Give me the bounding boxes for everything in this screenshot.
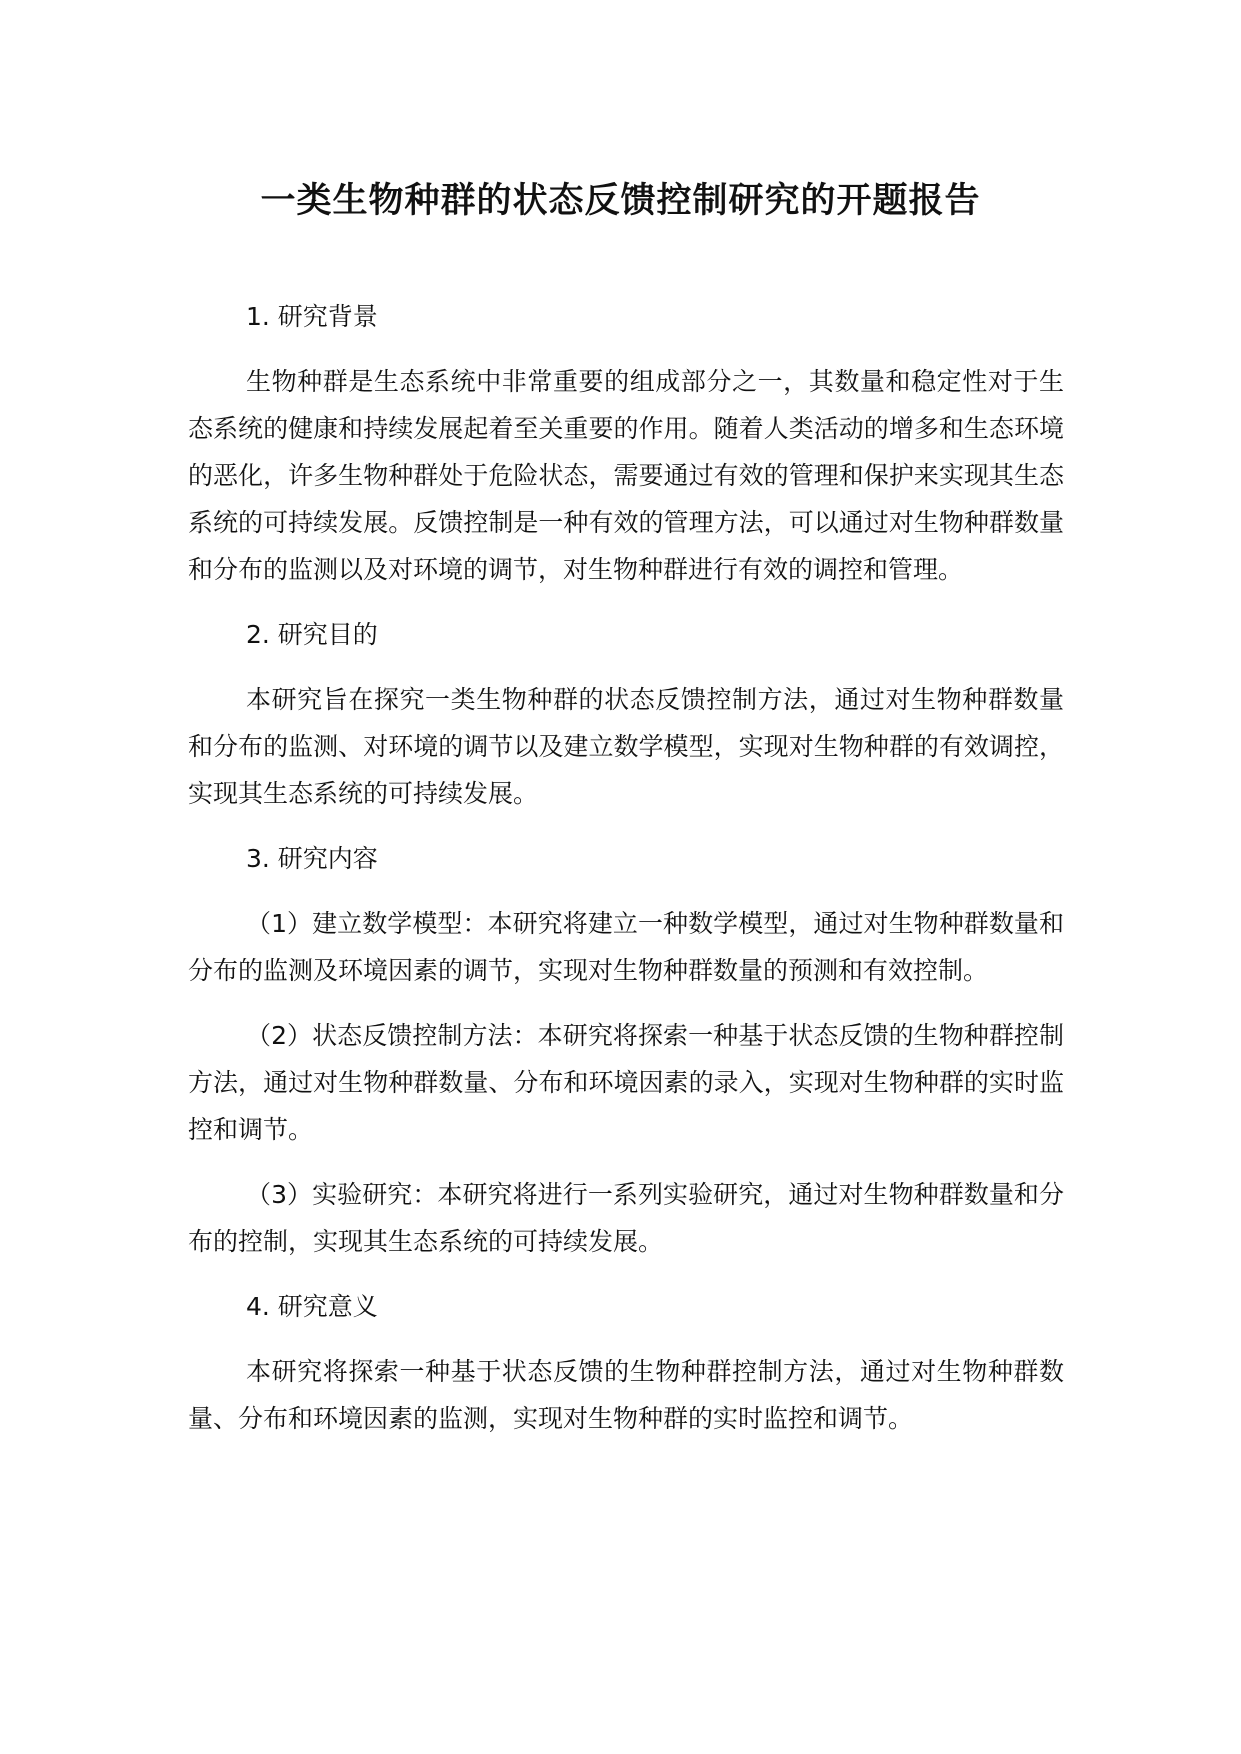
paragraph-background: 生物种群是生态系统中非常重要的组成部分之一，其数量和稳定性对于生态系统的健康和持续发展起着至关重要的作用。随着人类活动的增多和生态环境的恶化，许多生物种群处于危险状态，需要通过有效的管理和保护来实现其生态系统的可持续发展。反馈控制是一种有效的管理方法，可以通过对生物种群数量和分布的监测以及对环境的调节，对生物种群进行有效的调控和管理。 [188, 367, 1064, 584]
paragraph-purpose: 本研究旨在探究一类生物种群的状态反馈控制方法，通过对生物种群数量和分布的监测、对环境的调节以及建立数学模型，实现对生物种群的有效调控，实现其生态系统的可持续发展。 [188, 685, 1064, 808]
section-heading-content: 3. 研究内容 [246, 844, 378, 873]
paragraph-content-feedback: （2）状态反馈控制方法：本研究将探索一种基于状态反馈的生物种群控制方法，通过对生物种群数量、分布和环境因素的录入，实现对生物种群的实时监控和调节。 [188, 1021, 1064, 1144]
section-heading-significance: 4. 研究意义 [246, 1292, 378, 1321]
paragraph-content-experiment: （3）实验研究：本研究将进行一系列实验研究，通过对生物种群数量和分布的控制，实现其生态系统的可持续发展。 [188, 1180, 1064, 1256]
paragraph-significance: 本研究将探索一种基于状态反馈的生物种群控制方法，通过对生物种群数量、分布和环境因素的监测，实现对生物种群的实时监控和调节。 [188, 1357, 1064, 1433]
paragraph-content-model: （1）建立数学模型：本研究将建立一种数学模型，通过对生物种群数量和分布的监测及环境因素的调节，实现对生物种群数量的预测和有效控制。 [188, 909, 1064, 985]
document-body [188, 293, 1064, 1442]
document-title: 一类生物种群的状态反馈控制研究的开题报告 [260, 181, 981, 221]
section-heading-purpose: 2. 研究目的 [246, 620, 378, 649]
section-heading-background: 1. 研究背景 [246, 302, 378, 331]
